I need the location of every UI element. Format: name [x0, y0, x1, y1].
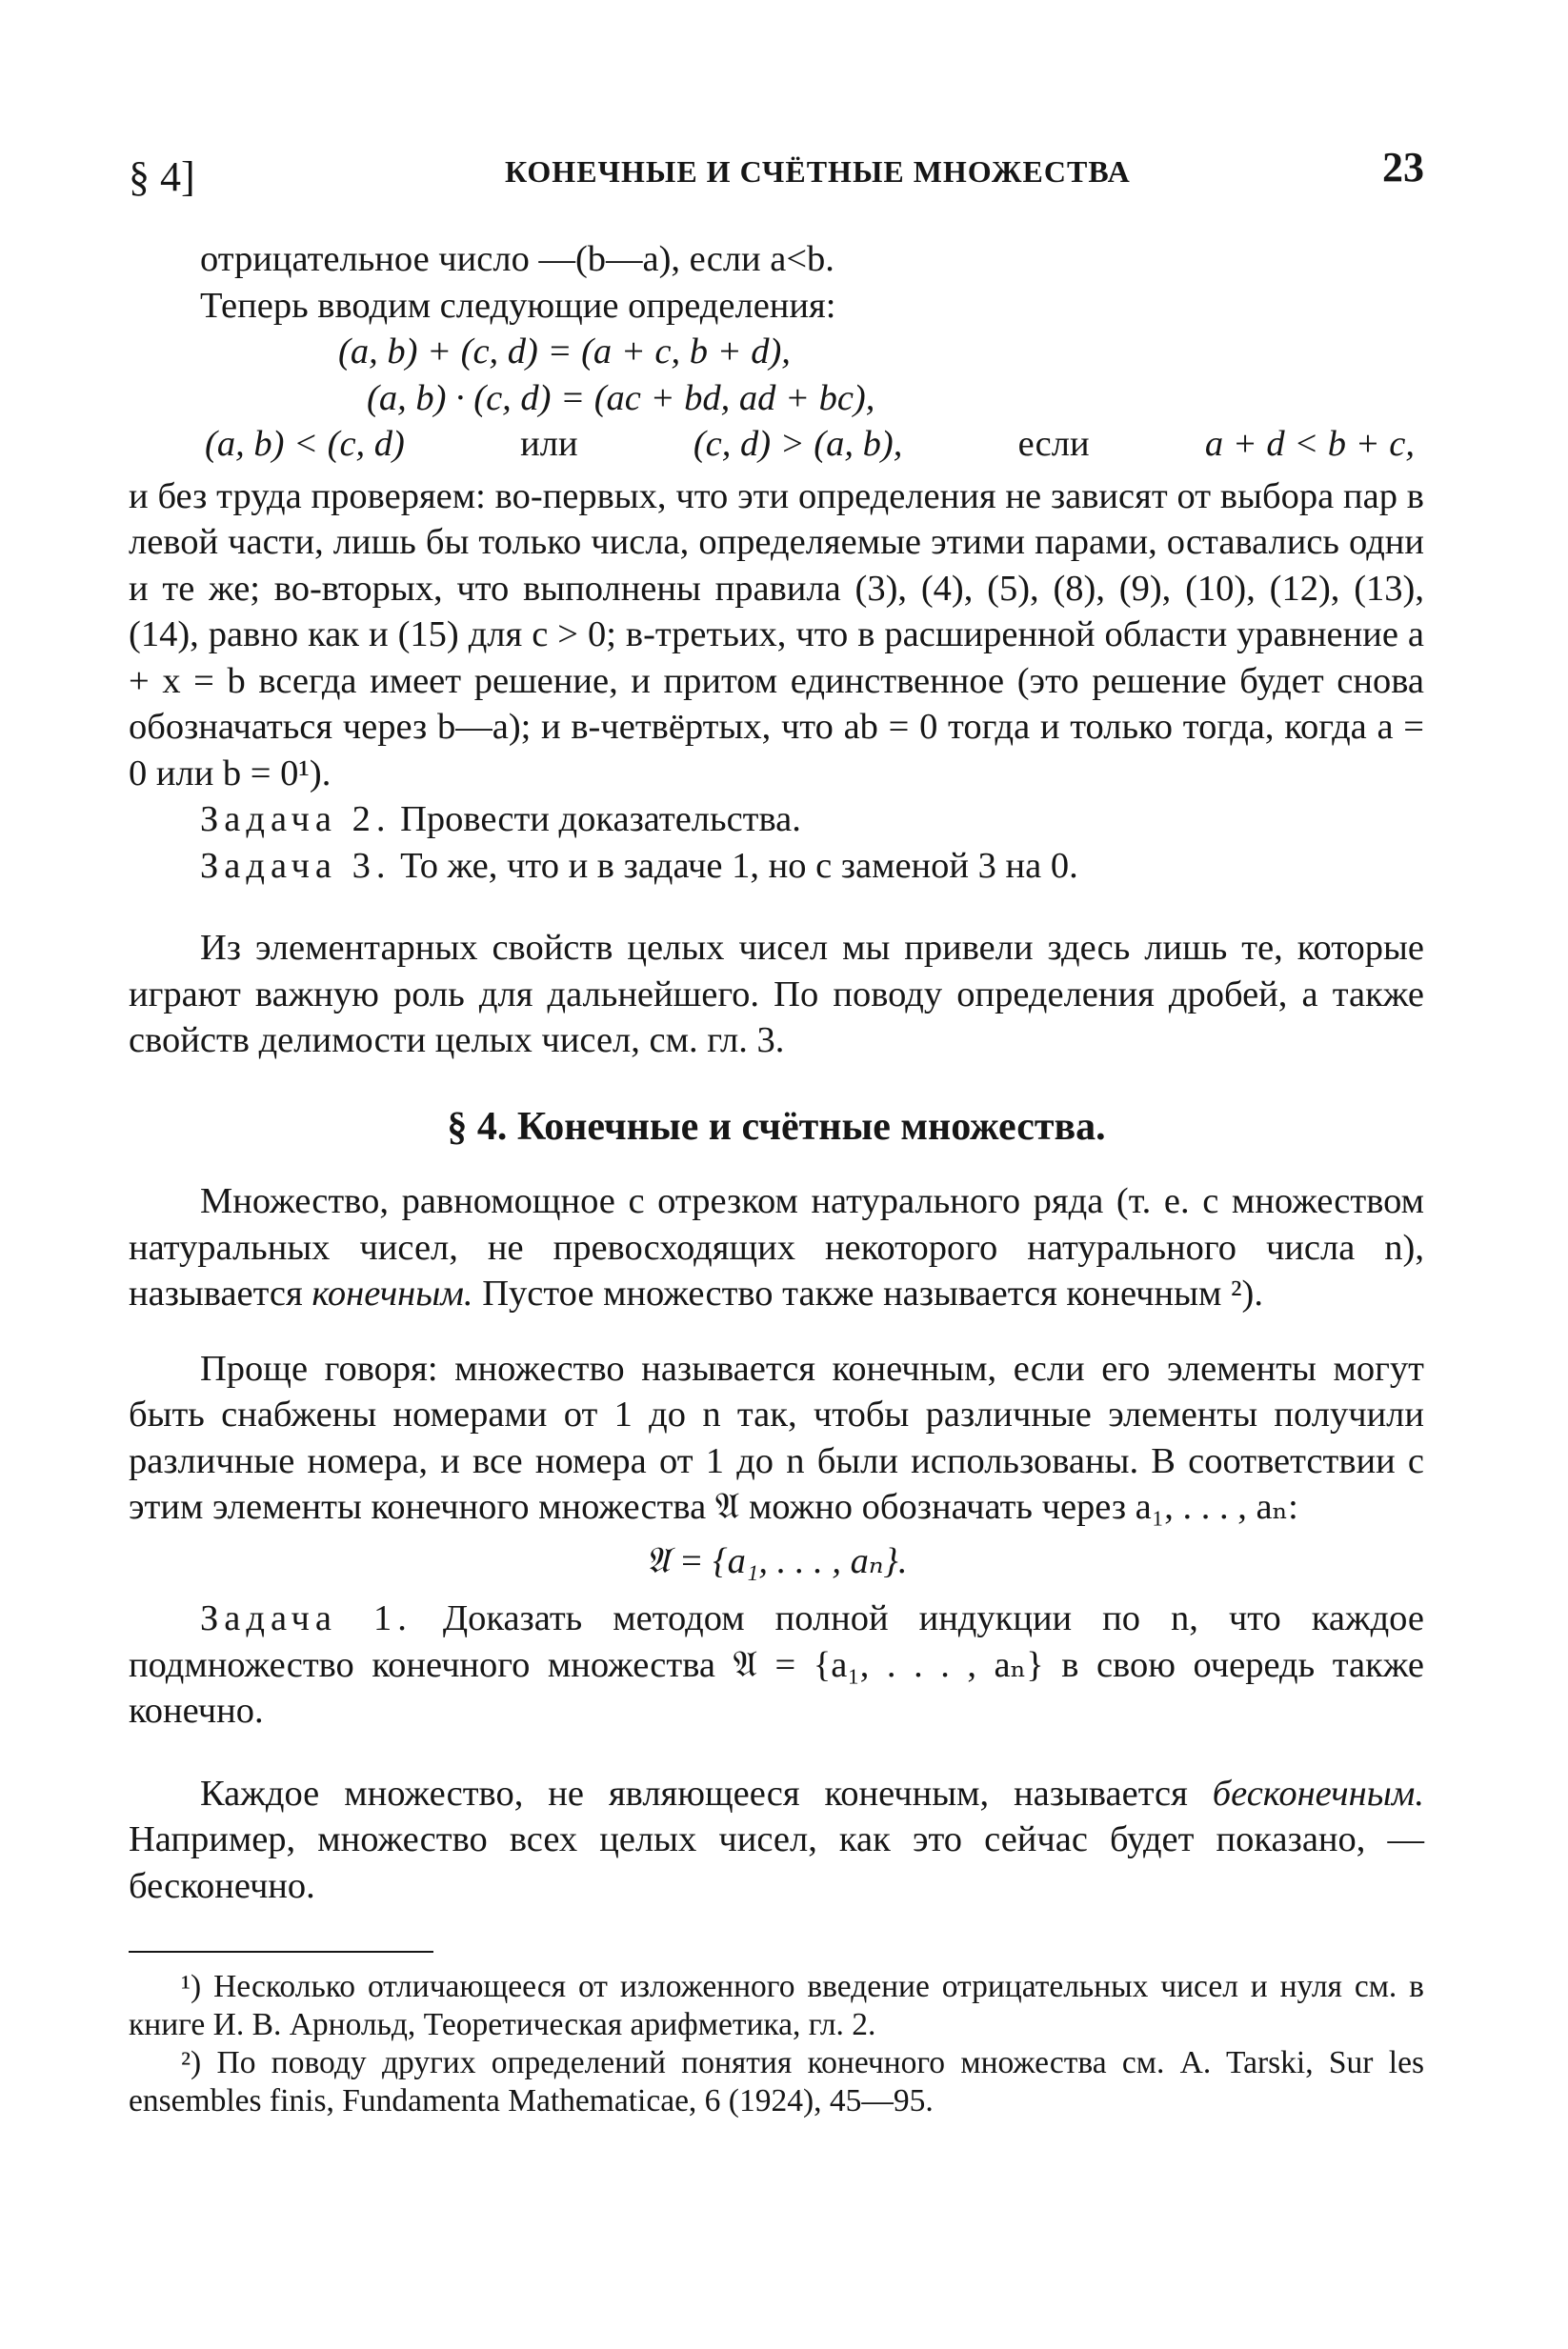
task-text: Провести доказательства.: [400, 799, 801, 839]
task-2: [129, 796, 1424, 843]
header-title: КОНЕЧНЫЕ И СЧЁТНЫЕ МНОЖЕСТВА: [505, 154, 1131, 189]
text-run: Множество, равномощное с отрезком натурального ряда (т. е. с множеством натуральных чисел, не превосходящих некоторого натурального числа n), называется: [129, 1181, 1424, 1314]
paragraph-numbering: Проще говоря: множество называется конечным, если его элементы могут быть снабжены номерами от 1 до n так, чтобы различные элементы получили различные номера, и все номера от 1 до n были использованы. В соответствии с этим элементы конечного множества 𝔄 можно обозначать через a₁, . . . , aₙ:: [129, 1348, 1424, 1527]
task-label: Задача 1.: [200, 1598, 412, 1638]
task-label: Задача 2.: [200, 799, 392, 839]
formula-sum: (a, b) + (c, d) = (a + c, b + d),: [338, 331, 791, 371]
footnotes: [129, 1968, 1424, 2120]
text-run: Каждое множество, не являющееся конечным, называется: [200, 1773, 1213, 1814]
formula-word: или: [520, 424, 578, 464]
footnote-2: ²) По поводу других определений понятия конечного множества см. A. Tarski, Sur les ensembles finis, Fundamenta Mathematicae, 6 (1924), 45—95.: [129, 2045, 1424, 2118]
spacer: [129, 889, 1424, 925]
paragraph-infinite-definition: [129, 1771, 1424, 1910]
text-line: Теперь вводим следующие определения:: [200, 285, 836, 326]
footnote-1: ¹) Несколько отличающееся от изложенного введение отрицательных чисел и нуля см. в книге И. В. Арнольд, Теоретическая арифметика, гл. 2.: [129, 1969, 1424, 2042]
running-header: [129, 143, 1424, 200]
paragraph-elementary-properties: Из элементарных свойств целых чисел мы привели здесь лишь те, которые играют важную роль для дальнейшего. По поводу определения дробей, а также свойств делимости целых чисел, см. гл. 3.: [129, 928, 1424, 1060]
task-label: Задача 3.: [200, 845, 392, 886]
spacer: [129, 1064, 1424, 1100]
spacer: [129, 1317, 1424, 1346]
formula-part: (a, b) < (c, d): [205, 424, 405, 464]
emphasis-term: конечным.: [312, 1274, 473, 1314]
page-body: [129, 236, 1424, 2120]
footnote-divider: [129, 1951, 433, 1953]
page-number: 23: [1382, 144, 1424, 191]
formula-set: 𝔄 = {a₁, . . . , aₙ}.: [645, 1540, 908, 1581]
task-3: [129, 843, 1424, 890]
task-1: [129, 1596, 1424, 1735]
formula-product: (a, b) · (c, d) = (ac + bd, ad + bc),: [367, 377, 875, 418]
text-line: отрицательное число —(b—a), если a<b.: [200, 239, 834, 279]
emphasis-term: бесконечным.: [1212, 1773, 1424, 1814]
paragraph-verification: и без труда проверяем: во-первых, что эти определения не зависят от выбора пар в левой части, лишь бы только числа, определяемые этими парами, оставались одни и те же; во-вторых, что выполнены правила (3), (4), (5), (8), (9), (10), (12), (13), (14), равно как и (15) для c > 0; в-третьих, что в расширенной области уравнение a + x = b всегда имеет решение, и притом единственное (это решение будет снова обозначаться через b—a); и в-четвёртых, что ab = 0 тогда и только тогда, когда a = 0 или b = 0¹).: [129, 475, 1424, 793]
formula-word: если: [1017, 424, 1090, 464]
formula-part: (c, d) > (a, b),: [693, 424, 903, 464]
task-text: Доказать методом полной индукции по n, что каждое подмножество конечного множества 𝔄 = {a₁, . . . , aₙ} в свою очередь также конечно.: [129, 1598, 1424, 1731]
header-section-ref: § 4]: [129, 153, 195, 200]
formula-part: a + d < b + c,: [1204, 424, 1415, 464]
formula-order: [129, 421, 1424, 468]
spacer: [129, 1735, 1424, 1771]
section-heading: § 4. Конечные и счётные множества.: [447, 1104, 1106, 1149]
text-run: Пустое множество также называется конечным ²).: [472, 1274, 1263, 1314]
paragraph-finite-definition: [129, 1178, 1424, 1317]
task-text: То же, что и в задаче 1, но с заменой 3 на 0.: [400, 845, 1078, 886]
text-run: Например, множество всех целых чисел, как это сейчас будет показано, — бесконечно.: [129, 1819, 1424, 1906]
